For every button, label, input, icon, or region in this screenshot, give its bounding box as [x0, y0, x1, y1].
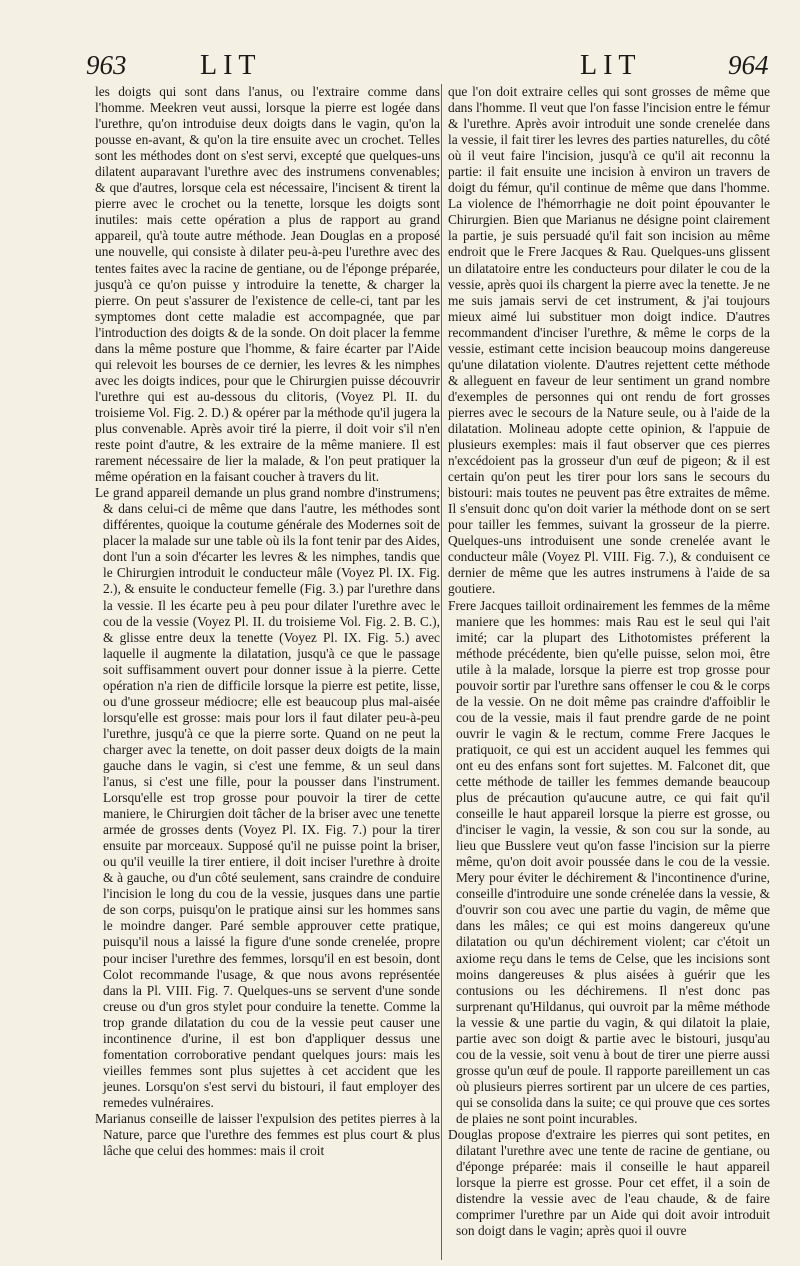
- paragraph: Le grand appareil demande un plus grand nombre d'instrumens; & dans celui-ci de même que dans l'autre, les méthodes sont différentes, quoique la coutume générale des Modernes soit de placer la malade sur une table où ils la font tenir par des Aides, dont l'un a soin d'écarter les levres & les nimphes, tandis que le Chirurgien introduit le conducteur mâle (Voyez Pl. IX. Fig. 2.), & ensuite le conducteur femelle (Fig. 3.) par l'urethre dans la vessie. Il les écarte peu à peu pour dilater l'urethre avec le cou de la vessie (Voyez Pl. II. du troisieme Vol. Fig. 2. B. C.), & glisse entre deux la tenette (Voyez Pl. IX. Fig. 5.) avec laquelle il augmente la dilatation, jusqu'à ce que le passage soit suffisamment ouvert pour donner issue à la pierre. Cette opération n'a rien de difficile lorsque la pierre est petite, lisse, ou d'une grosseur médiocre; elle est beaucoup plus mal-aisée lorsqu'elle est grosse: mais pour lors il faut dilater peu-à-peu l'urethre, jusqu'à ce que la pierre sorte. Quand on ne peut la charger avec la tenette, on doit passer deux doigts de la main gauche dans le vagin, si c'est une femme, & un seul dans l'anus, si c'est une fille, pour la pousser dans l'instrument. Lorsqu'elle est trop grosse pour pouvoir la tirer de cette maniere, le Chirurgien doit tâcher de la briser avec une tenette armée de grosses dents (Voyez Pl. IX. Fig. 7.) pour la tirer ensuite par morceaux. Supposé qu'il ne puisse point la briser, ou qu'il veuille la tirer entiere, il doit inciser l'urethre à droite & à gauche, ou d'un côté seulement, sans craindre de conduire l'incision le long du cou de la vessie, jusques dans une partie de son corps, puisqu'on le pratique ainsi sur les hommes sans le moindre danger. Paré semble approuver cette pratique, puisqu'il nous a laissé la figure d'une sonde crenelée, propre pour inciser l'urethre des femmes, lorsqu'il en est besoin, dont Colot recommande l'usage, & que nous avons représentée dans la Pl. VIII. Fig. 7. Quelques-uns se servent d'une sonde creuse ou d'un gros stylet pour conduire la tenette. Comme la trop grande dilatation du cou de la vessie peut causer une incontinence d'urine, il est bon d'appliquer dessus une fomentation corroborative pendant quelques jours: mais les vieilles femmes sont plus sujettes à cet accident que les jeunes. Lorsqu'on s'est servi du bistouri, il faut employer des remedes vulnéraires.: [95, 485, 440, 1110]
- left-column: [95, 84, 440, 1159]
- left-page-number: 963: [86, 50, 127, 80]
- right-column: [448, 84, 770, 1239]
- right-page-number: 964: [728, 50, 769, 80]
- paragraph: les doigts qui sont dans l'anus, ou l'extraire comme dans l'homme. Meekren veut aussi, lorsque la pierre est logée dans l'urethre, qu'on introduise deux doigts dans le vagin, qu'on la pousse en-avant, & qu'on la tire ensuite avec un crochet. Telles sont les méthodes dont on s'est servi, excepté que quelques-uns dilatent auparavant l'urethre avec des instrumens convenables; & que d'autres, lorsque cela est nécessaire, l'incisent & tirent la pierre avec le crochet ou la tenette, lorsque les doigts sont inutiles: mais cette opération a plus de rapport au grand appareil, qu'à toute autre méthode. Jean Douglas en a proposé une nouvelle, qui consiste à dilater peu-à-peu l'urethre avec des tentes faites avec la racine de gentiane, ou de l'éponge préparée, jusqu'à ce qu'on puisse y introduire la tenette, & charger la pierre. On peut s'assurer de l'existence de celle-ci, tant par les symptomes dont cette maladie est accompagnée, que par l'introduction des doigts & de la sonde. On doit placer la femme dans la même posture que l'homme, & faire écarter par l'Aide qui relevoit les bourses de ce dernier, les levres & les nimphes avec les doigts indices, pour que le Chirurgien puisse découvrir l'urethre qui est au-dessous du clitoris, (Voyez Pl. II. du troisieme Vol. Fig. 2. D.) & opérer par la méthode qu'il jugera la plus convenable. Après avoir tiré la pierre, il doit voir s'il n'en reste point d'autre, & les extraire de la même maniere. Il est rarement nécessaire de lier la malade, & l'on peut pratiquer la même opération en la faisant coucher à travers du lit.: [95, 84, 440, 485]
- left-running-head: LIT: [200, 50, 262, 81]
- paragraph: Marianus conseille de laisser l'expulsion des petites pierres à la Nature, parce que l'urethre des femmes est plus court & plus lâche que celui des hommes: mais il croit: [95, 1111, 440, 1159]
- paragraph: Douglas propose d'extraire les pierres qui sont petites, en dilatant l'urethre avec une tente de racine de gentiane, ou d'éponge préparée: mais il conseille le haut appareil lorsque la pierre est grosse. Pour cet effet, il a soin de distendre la vessie avec de l'eau chaude, & de faire comprimer l'urethre par un Aide qui doit avoir introduit son doigt dans le vagin; après quoi il ouvre: [448, 1127, 770, 1239]
- paragraph: Frere Jacques tailloit ordinairement les femmes de la même maniere que les hommes: mais Rau est le seul qui l'ait imité; car la plupart des Lithotomistes préferent la méthode précédente, bien qu'elle puisse, selon moi, être utile à la malade, lorsque la pierre est trop grosse pour pouvoir sortir par l'urethre sans offenser le cou & le corps de la vessie. On ne doit même pas craindre d'affoiblir le cou de la vessie, mais il faut prendre garde de ne point ouvrir le vagin & le rectum, comme Frere Jacques le pratiquoit, ce qui est un accident auquel les femmes qui ont eu des enfans sont fort sujettes. M. Falconet dit, que cette méthode de tailler les femmes demande beaucoup plus de précaution qu'aucune autre, ce qui fait qu'il conseille le haut appareil lorsque la pierre est grosse, ou d'inciser le vagin, la vessie, & son cou sur la sonde, au lieu que Busslere veut qu'on fasse l'incision sur la pierre même, qu'on doit avoir poussée dans le cou de la vessie. Mery pour éviter le déchirement & l'incontinence d'urine, conseille d'introduire une sonde crénelée dans la vessie, & d'ouvrir son cou avec une partie du vagin, de même que dans les mâles; ce qui est moins dangereux qu'une dilatation ou qu'un déchirement violent; car c'étoit un axiome reçu dans le tems de Celse, que les incisions sont moins dangereuses & plus aisées à guérir que les contusions ou les déchiremens. Il n'est donc pas surprenant qu'Hildanus, qui ouvroit par la même méthode la vessie & une partie du vagin, & qui dilatoit la plaie, partie avec son doigt & partie avec le bistouri, jusqu'au cou de la vessie, soit venu à bout de tirer une pierre aussi grosse qu'un œuf de poule. Il rapporte pareillement un cas où plusieurs pierres sortirent par un ulcere de ces parties, qui se consolida dans la suite; ce qui prouve que ces sortes de plaies ne sont point incurables.: [448, 597, 770, 1126]
- paragraph: que l'on doit extraire celles qui sont grosses de même que dans l'homme. Il veut que l'on fasse l'incision entre le fémur & l'urethre. Après avoir introduit une sonde crenelée dans la vessie, il fait tirer les levres des parties naturelles, du côté où il veut faire l'incision, jusqu'à ce qu'il ait reconnu la partie: il fait ensuite une incision à environ un travers de doigt du fémur, qu'il continue de même que dans l'homme. La violence de l'hémorrhagie ne doit point épouvanter le Chirurgien. Bien que Marianus ne désigne point clairement la partie, je suis persuadé qu'il fait son incision au même endroit que le Frere Jacques & Rau. Quelques-uns glissent un dilatatoire entre les conducteurs pour dilater le cou de la vessie, après quoi ils chargent la pierre avec la tenette. Je ne me suis jamais servi de cet instrument, & j'ai toujours mieux aimé lui substituer mon doigt indice. D'autres recommandent d'inciser l'urethre, & même le corps de la vessie, estimant cette incision beaucoup moins dangereuse qu'une dilatation violente. D'autres rejettent cette méthode & alleguent en faveur de leur sentiment un grand nombre d'exemples de personnes qui ont rendu de fort grosses pierres avec le secours de la Nature seule, ou à l'aide de la dilatation. Molineau adopte cette opinion, & l'appuie de plusieurs exemples: mais il faut observer que ces pierres n'excédoient pas la grosseur d'un œuf de pigeon; & il est certain qu'on peut les tirer pour lors sans le secours du bistouri: mais toutes ne peuvent pas être extraites de même. Il s'ensuit donc qu'on doit varier la méthode dont on se sert pour tailler les femmes, suivant la grosseur de la pierre. Quelques-uns introduisent une sonde crenelée avant le conducteur mâle (Voyez Pl. VIII. Fig. 7.), & conduisent ce dernier de même que les autres instrumens à l'aide de sa goutiere.: [448, 84, 770, 597]
- column-divider: [441, 84, 442, 1260]
- right-running-head: LIT: [580, 50, 642, 81]
